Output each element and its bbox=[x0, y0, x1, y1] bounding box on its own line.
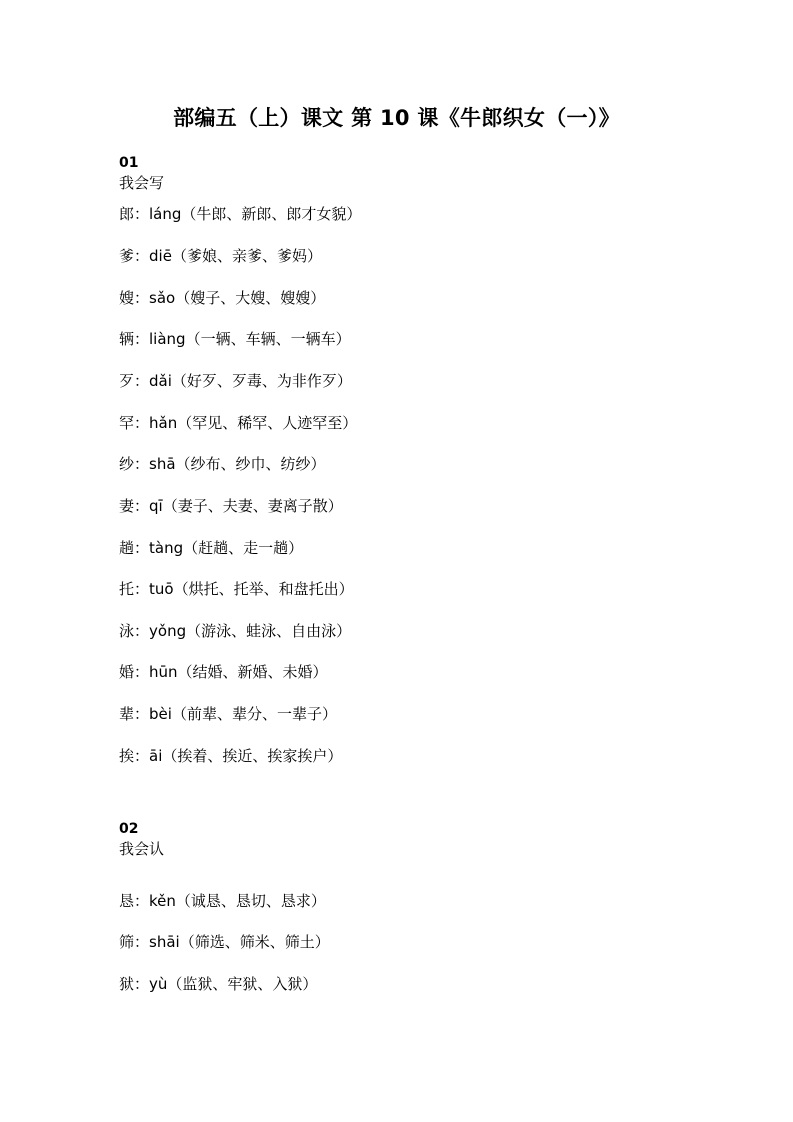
entry-char: 筛： bbox=[119, 933, 150, 951]
entry-pinyin: yù bbox=[149, 975, 168, 993]
entry-char: 爹： bbox=[119, 247, 150, 265]
entry-words: （监狱、牢狱、入狱） bbox=[167, 975, 318, 993]
entry-char: 恳： bbox=[119, 892, 150, 910]
entry-char: 纱： bbox=[119, 455, 150, 473]
entry-char: 婚： bbox=[119, 663, 150, 681]
entry-char: 辆： bbox=[119, 330, 150, 348]
entry-pinyin: diē bbox=[149, 247, 172, 265]
entry-pinyin: sǎo bbox=[149, 289, 176, 307]
vocab-entry bbox=[119, 620, 351, 642]
entry-words: （赶趟、走一趟） bbox=[183, 539, 304, 557]
vocab-entry bbox=[119, 370, 352, 392]
entry-words: （妻子、夫妻、妻离子散） bbox=[162, 497, 343, 515]
entry-char: 辈： bbox=[119, 705, 150, 723]
entry-pinyin: tuō bbox=[149, 580, 174, 598]
entry-words: （纱布、纱巾、纺纱） bbox=[175, 455, 326, 473]
entry-pinyin: shā bbox=[149, 455, 176, 473]
vocab-entry bbox=[119, 495, 343, 517]
entry-char: 嫂： bbox=[119, 289, 150, 307]
entry-pinyin: tàng bbox=[149, 539, 184, 557]
vocab-entry bbox=[119, 537, 303, 559]
section-write bbox=[119, 154, 719, 194]
entry-words: （好歹、歹毒、为非作歹） bbox=[171, 372, 352, 390]
entry-char: 妻： bbox=[119, 497, 150, 515]
section-number: 02 bbox=[119, 821, 139, 837]
vocab-entry bbox=[119, 287, 325, 309]
vocab-entry bbox=[119, 453, 326, 475]
vocab-entry bbox=[119, 203, 361, 225]
vocab-entry bbox=[119, 973, 317, 995]
entry-char: 趟： bbox=[119, 539, 150, 557]
entry-words: （烘托、托举、和盘托出） bbox=[173, 580, 354, 598]
entry-words: （挨着、挨近、挨家挨户） bbox=[162, 747, 343, 765]
page-title: 部编五（上）课文 第 10 课《牛郎织女（一）》 bbox=[173, 106, 620, 130]
entry-pinyin: hūn bbox=[149, 663, 178, 681]
vocab-entry bbox=[119, 931, 330, 953]
entry-pinyin: qī bbox=[149, 497, 163, 515]
entry-pinyin: dǎi bbox=[149, 372, 172, 390]
vocab-entry bbox=[119, 245, 322, 267]
entry-words: （游泳、蛙泳、自由泳） bbox=[186, 622, 352, 640]
entry-pinyin: shāi bbox=[149, 933, 180, 951]
section-subtitle: 我会认 bbox=[119, 840, 165, 858]
vocab-entry bbox=[119, 745, 342, 767]
entry-words: （牛郎、新郎、郎才女貌） bbox=[181, 205, 362, 223]
vocab-entry bbox=[119, 661, 328, 683]
entry-words: （筛选、筛米、筛土） bbox=[179, 933, 330, 951]
entry-words: （嫂子、大嫂、嫂嫂） bbox=[175, 289, 326, 307]
entry-char: 郎： bbox=[119, 205, 150, 223]
section-number: 01 bbox=[119, 155, 139, 171]
entry-words: （结婚、新婚、未婚） bbox=[177, 663, 328, 681]
entry-pinyin: liàng bbox=[149, 330, 186, 348]
entry-char: 挨： bbox=[119, 747, 150, 765]
vocab-entry bbox=[119, 890, 326, 912]
entry-char: 泳： bbox=[119, 622, 150, 640]
vocab-entry bbox=[119, 412, 357, 434]
section-recognize bbox=[119, 820, 719, 860]
entry-pinyin: āi bbox=[149, 747, 163, 765]
entry-char: 狱： bbox=[119, 975, 150, 993]
entry-words: （罕见、稀罕、人迹罕至） bbox=[177, 414, 358, 432]
entry-words: （诚恳、恳切、恳求） bbox=[175, 892, 326, 910]
entry-char: 托： bbox=[119, 580, 150, 598]
vocab-entry bbox=[119, 328, 351, 350]
vocab-entry bbox=[119, 703, 337, 725]
entry-pinyin: hǎn bbox=[149, 414, 178, 432]
entry-char: 罕： bbox=[119, 414, 150, 432]
vocab-entry bbox=[119, 578, 354, 600]
entry-pinyin: kěn bbox=[149, 892, 176, 910]
entry-words: （爹娘、亲爹、爹妈） bbox=[171, 247, 322, 265]
entry-pinyin: yǒng bbox=[149, 622, 187, 640]
entry-pinyin: láng bbox=[149, 205, 182, 223]
entry-words: （前辈、辈分、一辈子） bbox=[171, 705, 337, 723]
section-subtitle: 我会写 bbox=[119, 174, 165, 192]
entry-pinyin: bèi bbox=[149, 705, 172, 723]
entry-char: 歹： bbox=[119, 372, 150, 390]
entry-words: （一辆、车辆、一辆车） bbox=[185, 330, 351, 348]
